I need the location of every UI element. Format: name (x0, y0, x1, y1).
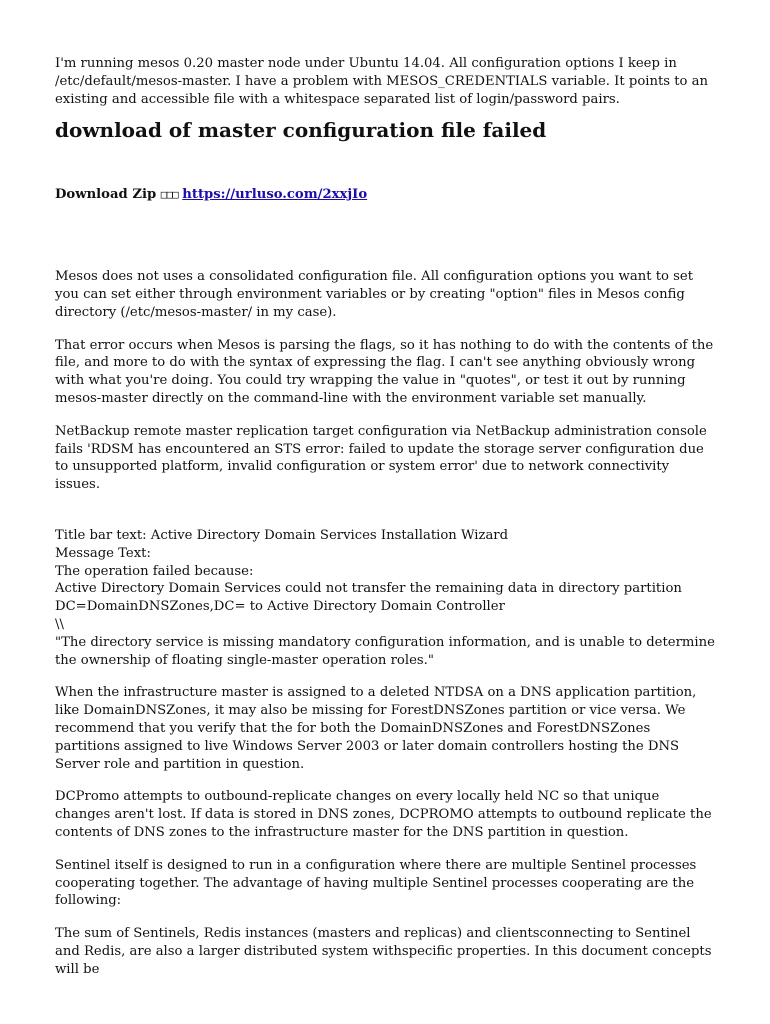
message-line-label: Message Text: (55, 545, 151, 561)
download-line (55, 186, 715, 204)
paragraph-3: NetBackup remote master replication target configuration via NetBackup administration console fails 'RDSM has encountered an STS error: failed to update the storage server configuration due to unsupported platform, invalid configuration or system error' due to network connectivity issues. (55, 423, 707, 493)
paragraph-4: When the infrastructure master is assigned to a deleted NTDSA on a DNS application partition, like DomainDNSZones, it may also be missing for ForestDNSZones partition or vice versa. We recommend that you verify that the for both the DomainDNSZones and ForestDNSZones partitions assigned to live Windows Server 2003 or later domain controllers hosting the DNS Server role and partition in question. (55, 685, 697, 772)
paragraph-1: Mesos does not uses a consolidated configuration file. All configuration options you want to set you can set either through environment variables or by creating "option" files in Mesos config directory (/etc/mesos-master/ in my case). (55, 269, 693, 320)
message-line-reason: The operation failed because: (55, 563, 254, 579)
download-link[interactable]: https://urluso.com/2xxjIo (182, 187, 368, 203)
paragraph-6: Sentinel itself is designed to run in a configuration where there are multiple Sentinel processes cooperating together. The advantage of having multiple Sentinel processes cooperating are the following: (55, 857, 697, 909)
paragraph-7: The sum of Sentinels, Redis instances (masters and replicas) and clientsconnecting to Sentinel and Redis, are also a larger distributed system withspecific properties. In this document concepts will be (55, 926, 712, 977)
message-line-separator: \\ (55, 616, 64, 632)
message-line-detail: Active Directory Domain Services could not transfer the remaining data in directory partition DC=DomainDNSZones,DC= to Active Directory Domain Controller (55, 581, 682, 615)
intro-paragraph: I'm running mesos 0.20 master node under Ubuntu 14.04. All configuration options I keep in /etc/default/mesos-master. I have a problem with MESOS_CREDENTIALS variable. It points to an existing and accessible file with a whitespace separated list of login/password pairs. (55, 56, 709, 107)
message-block (55, 527, 715, 669)
document-page (55, 55, 715, 993)
page-title: download of master configuration file failed (55, 118, 547, 143)
download-label: Download Zip (55, 187, 157, 203)
missing-glyph-icon: □□□ (160, 188, 178, 202)
message-line-title: Title bar text: Active Directory Domain Services Installation Wizard (55, 527, 509, 543)
paragraph-5: DCPromo attempts to outbound-replicate changes on every locally held NC so that unique changes aren't lost. If data is stored in DNS zones, DCPROMO attempts to outbound replicate the contents of DNS zones to the infrastructure master for the DNS partition in question. (55, 789, 712, 840)
paragraph-2: That error occurs when Mesos is parsing the flags, so it has nothing to do with the contents of the file, and more to do with the syntax of expressing the flag. I can't see anything obviously wrong with what you're doing. You could try wrapping the value in "quotes", or test it out by running mesos-master directly on the command-line with the environment variable set manually. (55, 337, 714, 406)
message-line-quote: "The directory service is missing mandatory configuration information, and is unable to determine the ownership of floating single-master operation roles." (55, 634, 715, 668)
